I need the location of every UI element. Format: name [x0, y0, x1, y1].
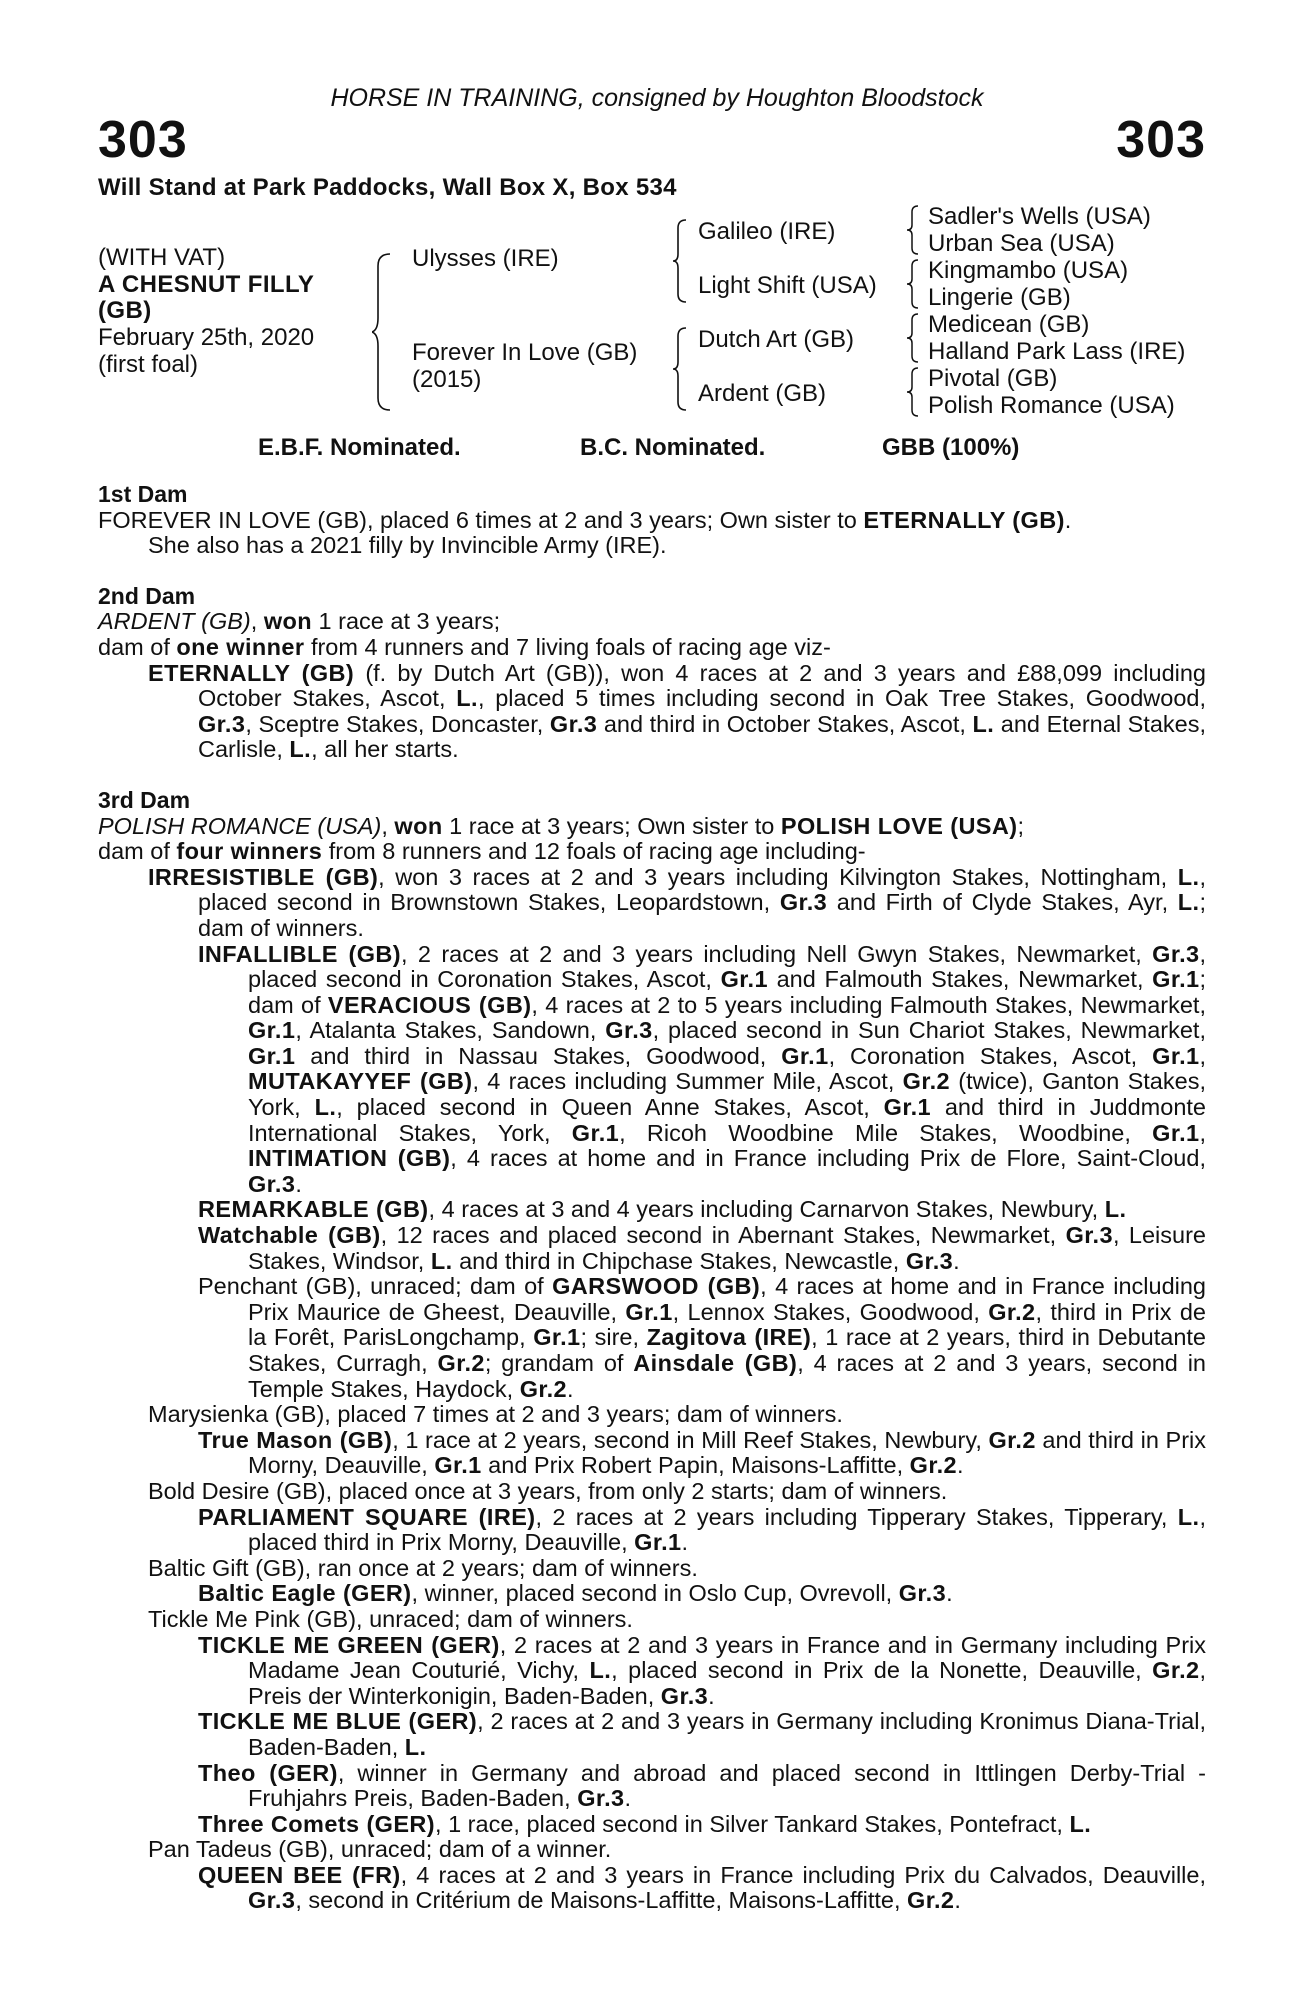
text-run: Bold Desire (GB), placed once at 3 years, from only 2 starts; dam of winners.	[148, 1477, 948, 1504]
bold-run: won	[394, 812, 443, 839]
text-run: ;	[1017, 812, 1025, 839]
text-run: Penchant (GB), unraced; dam of	[198, 1273, 553, 1300]
text-run: , 4 races at home and in France including Prix de Flore, Saint-Cloud,	[450, 1145, 1206, 1172]
text-run: FOREVER IN LOVE (GB), placed 6 times at 2 and 3 years; Own sister to	[98, 506, 864, 533]
text-run: and third in Juddmonte International Stakes, York,	[248, 1094, 1206, 1146]
text-run: , Coronation Stakes, Ascot,	[828, 1042, 1153, 1069]
bold-run: Gr.3	[605, 1017, 653, 1044]
bold-run: L.	[456, 685, 478, 712]
text-run: , 2 races at 2 years including Tipperary Stakes, Tipperary,	[535, 1503, 1178, 1530]
ancestor-7: Pivotal (GB)	[928, 365, 1058, 392]
section-heading-2nd-dam: 2nd Dam	[98, 582, 196, 609]
text-run: .	[708, 1682, 715, 1709]
bold-run: L.	[404, 1733, 427, 1760]
bold-run: four winners	[176, 838, 323, 865]
bold-run: Gr.3	[577, 1785, 625, 1812]
text-run: and Firth of Clyde Stakes, Ayr,	[827, 889, 1178, 916]
paragraph	[98, 839, 1206, 865]
bold-run: True Mason (GB)	[198, 1426, 393, 1453]
paragraph	[98, 1581, 1206, 1607]
text-run: 1 race at 3 years; Own sister to	[442, 812, 781, 839]
text-run: and third in October Stakes, Ascot,	[597, 710, 973, 737]
text-run: .	[957, 1452, 964, 1479]
bold-run: MUTAKAYYEF (GB)	[248, 1068, 473, 1095]
bold-run: Theo (GER)	[198, 1759, 338, 1786]
bold-run: L.	[1177, 889, 1200, 916]
bold-run: Gr.3	[549, 710, 598, 737]
text-run: , placed second in Sun Chariot Stakes, Newmarket,	[652, 1017, 1206, 1044]
bold-run: Gr.1	[533, 1324, 581, 1351]
dam: Forever In Love (GB)	[412, 339, 638, 366]
paragraph	[98, 1709, 1206, 1760]
text-run: , 4 races at 3 and 4 years including Carnarvon Stakes, Newbury,	[428, 1196, 1105, 1223]
text-run: , Sceptre Stakes, Doncaster,	[245, 710, 550, 737]
brace-g3-4	[906, 366, 920, 418]
ancestor-6: Halland Park Lass (IRE)	[928, 338, 1186, 365]
text-run: ; sire,	[580, 1324, 647, 1351]
text-run: , placed second in Brownstown Stakes, Leopardstown,	[198, 863, 1206, 916]
foaling-date: February 25th, 2020	[98, 324, 315, 351]
bold-run: L.	[1177, 1503, 1200, 1530]
bold-run: L.	[1177, 863, 1200, 890]
bold-run: ETERNALLY (GB)	[863, 506, 1065, 533]
bold-run: Gr.3	[1065, 1222, 1113, 1249]
text-run: , Leisure Stakes, Windsor,	[248, 1222, 1206, 1274]
bold-run: Gr.3	[248, 1170, 296, 1197]
text-run: , 12 races and placed second in Abernant Stakes, Newmarket,	[380, 1222, 1066, 1249]
bold-run: Gr.3	[898, 1580, 947, 1607]
text-run: , second in Critérium de Maisons-Laffitte, Maisons-Laffitte,	[295, 1887, 908, 1914]
text-run: from 4 runners and 7 living foals of racing age viz-	[304, 633, 831, 660]
text-run: , 4 races at 2 and 3 years, second in Temple Stakes, Haydock,	[248, 1350, 1206, 1402]
text-run: , placed second in Coronation Stakes, Ascot,	[248, 940, 1206, 993]
bold-run: Gr.3	[198, 710, 246, 737]
text-run: ; dam of	[248, 966, 1206, 1018]
vat-note: (WITH VAT)	[98, 244, 226, 271]
standing-location: Will Stand at Park Paddocks, Wall Box X, Box 534	[98, 174, 677, 201]
bold-run: Ainsdale (GB)	[633, 1350, 798, 1376]
text-run: , placed second in Queen Anne Stakes, Ascot,	[336, 1094, 884, 1121]
text-run: Baltic Gift (GB), ran once at 2 years; dam of winners.	[148, 1554, 698, 1581]
ancestor-5: Medicean (GB)	[928, 311, 1090, 338]
bold-run: Gr.1	[248, 1042, 296, 1069]
text-run: dam of	[98, 633, 177, 660]
bold-run: won	[263, 608, 313, 635]
bold-run: TICKLE ME BLUE (GER)	[198, 1708, 478, 1735]
bold-run: Gr.2	[909, 1452, 957, 1479]
bold-run: Gr.2	[519, 1375, 568, 1402]
ancestor-2: Urban Sea (USA)	[928, 230, 1115, 257]
text-run: , 4 races at home and in France including Prix Maurice de Gheest, Deauville,	[248, 1273, 1206, 1325]
text-run: , 1 race, placed second in Silver Tankard Stakes, Pontefract,	[435, 1810, 1070, 1837]
paragraph	[98, 1863, 1206, 1914]
text-run: , placed third in Prix Morny, Deauville,	[248, 1503, 1206, 1556]
text-run: , placed 5 times including second in Oak Tree Stakes, Goodwood,	[477, 685, 1207, 712]
bold-run: Gr.1	[720, 966, 768, 993]
bold-run: L.	[1104, 1196, 1127, 1223]
text-run: , winner in Germany and abroad and placed second in Ittlingen Derby-Trial - Fruhjahrs Preis, Baden-Baden,	[248, 1759, 1206, 1812]
bold-run: Gr.1	[1152, 1119, 1200, 1146]
bold-run: Gr.1	[625, 1298, 673, 1325]
text-run: , all her starts.	[311, 736, 459, 763]
bold-run: L.	[314, 1094, 337, 1121]
text-run: and Eternal Stakes, Carlisle,	[198, 710, 1206, 763]
text-run: and third in Nassau Stakes, Goodwood,	[295, 1042, 782, 1069]
text-run: , Atalanta Stakes, Sandown,	[295, 1017, 606, 1044]
text-run: from 8 runners and 12 foals of racing age including-	[322, 838, 866, 865]
text-run: ,	[250, 608, 264, 635]
bold-run: L.	[1069, 1810, 1092, 1837]
paragraph	[98, 635, 1206, 661]
paragraph	[98, 1197, 1206, 1223]
text-run: , 4 races at 2 and 3 years in France including Prix du Calvados, Deauville,	[400, 1861, 1207, 1888]
text-run: .	[953, 1247, 960, 1274]
paragraph	[98, 1837, 1206, 1863]
lot-number-left: 303	[98, 111, 188, 169]
text-run: Pan Tadeus (GB), unraced; dam of a winner.	[148, 1836, 612, 1863]
ancestor-3: Kingmambo (USA)	[928, 257, 1129, 284]
paragraph	[98, 1556, 1206, 1582]
text-run: and third in Chipchase Stakes, Newcastle,	[452, 1247, 906, 1274]
paragraph	[98, 1761, 1206, 1812]
bold-run: PARLIAMENT SQUARE (IRE)	[198, 1503, 536, 1530]
text-run: She also has a 2021 filly by Invincible Army (IRE).	[148, 532, 667, 559]
bold-run: Gr.3	[779, 889, 828, 916]
consignment-line: HORSE IN TRAINING, consigned by Houghton Bloodstock	[330, 84, 984, 112]
section-heading-3rd-dam: 3rd Dam	[98, 786, 191, 813]
bold-run: INFALLIBLE (GB)	[198, 940, 402, 967]
text-run: , 2 races at 2 and 3 years including Nell Gwyn Stakes, Newmarket,	[401, 940, 1153, 967]
text-run: Marysienka (GB), placed 7 times at 2 and 3 years; dam of winners.	[148, 1401, 843, 1428]
paragraph	[98, 1505, 1206, 1556]
bold-run: Gr.1	[883, 1094, 931, 1121]
bold-run: Gr.2	[1152, 1657, 1200, 1684]
text-run: Tickle Me Pink (GB), unraced; dam of winners.	[148, 1605, 633, 1632]
dam-year: (2015)	[412, 366, 482, 393]
paragraph	[98, 1402, 1206, 1428]
text-run: , 1 race at 2 years, second in Mill Reef Stakes, Newbury,	[392, 1426, 989, 1453]
text-run: , third in Prix de la Forêt, ParisLongchamp,	[248, 1298, 1207, 1351]
horse-description: A CHESNUT FILLY	[98, 271, 315, 298]
bold-run: Gr.1	[434, 1452, 482, 1479]
granddam-maternal: Ardent (GB)	[698, 380, 827, 407]
text-run: , 4 races at 2 to 5 years including Falmouth Stakes, Newmarket,	[531, 991, 1206, 1018]
bold-run: Baltic Eagle (GER)	[198, 1580, 412, 1607]
bold-run: Gr.3	[660, 1682, 709, 1709]
text-run: , Lennox Stakes, Goodwood,	[672, 1298, 989, 1325]
text-run: 1 race at 3 years;	[312, 608, 501, 635]
text-run: and Prix Robert Papin, Maisons-Laffitte,	[481, 1452, 910, 1479]
bold-run: INTIMATION (GB)	[248, 1145, 451, 1172]
bold-run: Gr.1	[781, 1042, 829, 1069]
paragraph	[98, 1607, 1206, 1633]
ancestor-8: Polish Romance (USA)	[928, 392, 1175, 419]
bold-run: Gr.1	[634, 1529, 682, 1556]
bold-run: Gr.2	[907, 1887, 955, 1914]
text-run: .	[1064, 506, 1072, 533]
text-run: ; grandam of	[484, 1350, 634, 1376]
text-run: and Falmouth Stakes, Newmarket,	[767, 966, 1153, 993]
bold-run: L.	[589, 1657, 612, 1684]
text-run: , 2 races at 2 and 3 years in Germany including Kronimus Diana-Trial, Baden-Baden,	[248, 1708, 1206, 1760]
foal-note: (first foal)	[98, 351, 199, 378]
text-run: , 1 race at 2 years, third in Debutante Stakes, Curragh,	[248, 1324, 1206, 1376]
bold-run: Gr.2	[988, 1298, 1036, 1325]
paragraph	[98, 533, 1206, 559]
text-run: ,	[1199, 1119, 1206, 1146]
italic-run: ARDENT (GB)	[98, 608, 251, 635]
text-run: , 4 races including Summer Mile, Ascot,	[472, 1068, 903, 1095]
bold-run: Gr.3	[1152, 940, 1200, 967]
text-run: ; dam of winners.	[198, 889, 1206, 941]
brace-g3-1	[906, 204, 920, 256]
bold-run: Watchable (GB)	[198, 1222, 381, 1249]
bold-run: L.	[972, 710, 995, 737]
text-run: .	[954, 1887, 961, 1914]
text-run: , placed second in Prix de la Nonette, Deauville,	[611, 1657, 1153, 1684]
horse-origin: (GB)	[98, 297, 152, 324]
bold-run: Gr.3	[905, 1247, 954, 1274]
brace-g3-3	[906, 312, 920, 364]
bold-run: Gr.2	[902, 1068, 950, 1095]
bold-run: L.	[289, 736, 312, 763]
paragraph	[98, 942, 1206, 1198]
bold-run: VERACIOUS (GB)	[327, 991, 532, 1018]
bold-run: Gr.1	[1152, 966, 1200, 993]
brace-sire-parents	[672, 218, 688, 304]
bold-run: Gr.1	[571, 1119, 620, 1146]
gbb-rating: GBB (100%)	[882, 434, 1020, 461]
dam-lines	[98, 482, 1206, 1914]
bold-run: one winner	[176, 633, 305, 660]
text-run: .	[624, 1785, 632, 1812]
text-run: .	[567, 1375, 574, 1402]
brace-dam-parents	[672, 326, 688, 412]
lot-number-right: 303	[1116, 111, 1206, 169]
paragraph	[98, 1223, 1206, 1274]
text-run: .	[946, 1580, 953, 1607]
bold-run: REMARKABLE (GB)	[198, 1196, 429, 1223]
text-run: , 2 races at 2 and 3 years in France and in Germany including Prix Madame Jean Couturié, Vichy,	[248, 1631, 1206, 1684]
bold-run: Three Comets (GER)	[198, 1810, 436, 1837]
paragraph	[98, 1812, 1206, 1838]
brace-g3-2	[906, 258, 920, 310]
bold-run: Zagitova (IRE)	[646, 1324, 812, 1351]
text-run: ,	[1199, 1042, 1206, 1069]
ebf-nomination: E.B.F. Nominated.	[258, 434, 461, 461]
bold-run: GARSWOOD (GB)	[552, 1273, 761, 1300]
bc-nomination: B.C. Nominated.	[580, 434, 766, 461]
paragraph	[98, 865, 1206, 942]
bold-run: IRRESISTIBLE (GB)	[148, 863, 379, 890]
text-run: , Ricoh Woodbine Mile Stakes, Woodbine,	[619, 1119, 1153, 1146]
grandsire-maternal: Dutch Art (GB)	[698, 326, 855, 353]
text-run: ,	[381, 812, 395, 839]
bold-run: QUEEN BEE (FR)	[198, 1861, 401, 1888]
bold-run: Gr.2	[437, 1350, 485, 1376]
brace-sire-dam	[372, 252, 394, 412]
text-run: (f. by Dutch Art (GB)), won 4 races at 2 and 3 years and £88,099 including October Stakes, Ascot,	[198, 659, 1206, 712]
ancestor-4: Lingerie (GB)	[928, 284, 1071, 311]
text-run: .	[295, 1170, 302, 1197]
paragraph	[98, 814, 1206, 840]
bold-run: Gr.2	[988, 1426, 1036, 1453]
bold-run: POLISH LOVE (USA)	[780, 812, 1018, 839]
bold-run: Gr.3	[248, 1887, 296, 1914]
bold-run: ETERNALLY (GB)	[148, 659, 355, 686]
paragraph	[98, 1479, 1206, 1505]
paragraph	[98, 661, 1206, 763]
bold-run: Gr.1	[248, 1017, 296, 1044]
ancestor-1: Sadler's Wells (USA)	[928, 203, 1151, 230]
text-run: and third in Prix Morny, Deauville,	[248, 1426, 1206, 1479]
bold-run: TICKLE ME GREEN (GER)	[198, 1631, 500, 1658]
text-run: , won 3 races at 2 and 3 years including Kilvington Stakes, Nottingham,	[378, 863, 1178, 890]
granddam-paternal: Light Shift (USA)	[698, 272, 877, 299]
italic-run: POLISH ROMANCE (USA)	[98, 812, 382, 839]
text-run: , winner, placed second in Oslo Cup, Ovrevoll,	[411, 1580, 899, 1607]
grandsire-paternal: Galileo (IRE)	[698, 218, 836, 245]
paragraph	[98, 609, 1206, 635]
text-run: , Preis der Winterkonigin, Baden-Baden,	[248, 1657, 1206, 1709]
bold-run: Gr.1	[1152, 1042, 1200, 1069]
section-heading-1st-dam: 1st Dam	[98, 481, 188, 507]
paragraph	[98, 1633, 1206, 1710]
paragraph	[98, 1428, 1206, 1479]
text-run: dam of	[98, 838, 177, 865]
text-run: .	[681, 1529, 689, 1556]
bold-run: L.	[430, 1247, 453, 1274]
text-run: (twice), Ganton Stakes, York,	[248, 1068, 1206, 1121]
paragraph	[98, 1274, 1206, 1402]
paragraph	[98, 508, 1206, 534]
sire: Ulysses (IRE)	[412, 245, 559, 272]
